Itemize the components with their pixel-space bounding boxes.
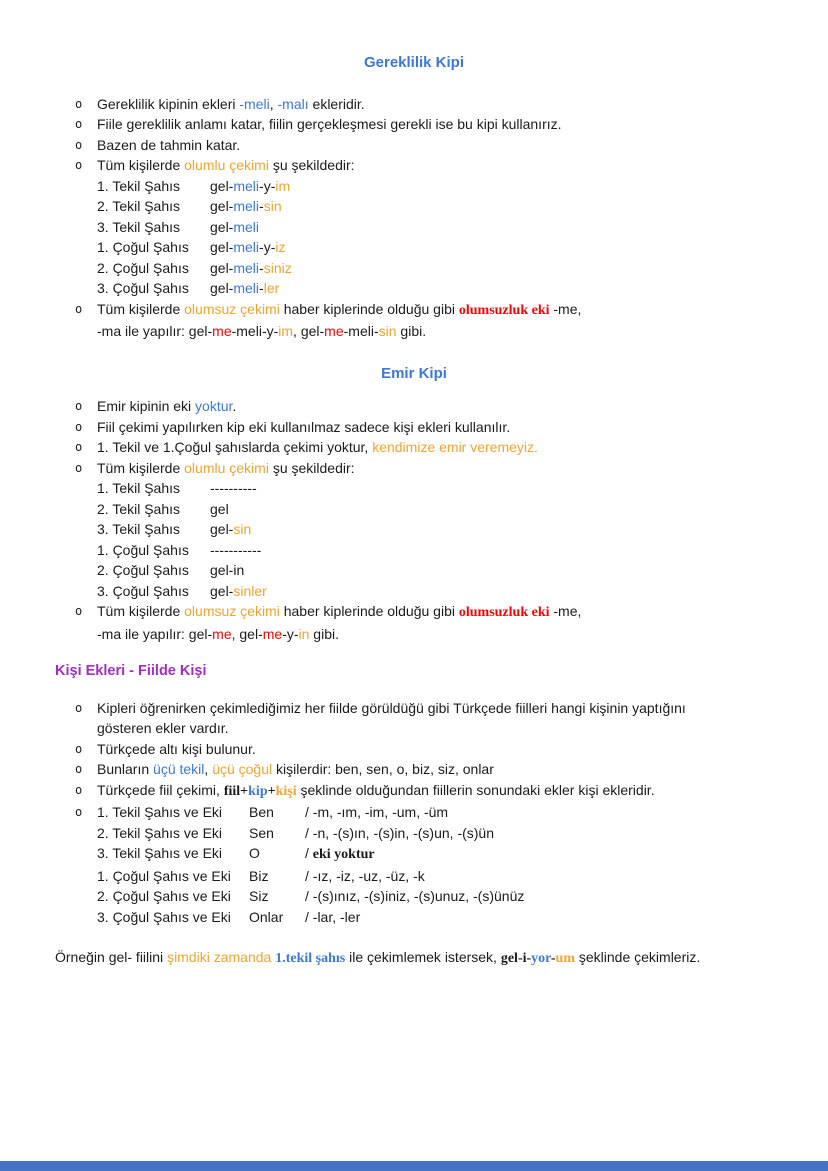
table-row <box>97 907 773 928</box>
bullet-text <box>97 135 773 156</box>
table-row <box>97 560 773 581</box>
bullet-item <box>75 396 773 417</box>
text-segment: um <box>555 951 575 966</box>
text-segment: şimdiki zamanda <box>167 949 276 965</box>
text-segment: me <box>212 323 232 339</box>
text-segment: + <box>267 783 276 799</box>
bullet-text <box>97 114 773 135</box>
text-segment: gel- <box>210 259 234 276</box>
text-segment: ler <box>263 280 280 296</box>
bullet-marker: o <box>75 741 83 756</box>
table-cell <box>210 560 244 581</box>
table-row <box>97 843 773 866</box>
table-row <box>97 478 773 499</box>
text-segment: gel- <box>210 239 234 255</box>
table-cell <box>249 823 305 844</box>
text-segment: im <box>278 323 294 339</box>
bullet-marker: o <box>75 762 83 776</box>
table-cell <box>210 258 292 279</box>
table-cell <box>210 478 257 499</box>
bullet-marker: o <box>75 440 83 454</box>
text-segment: ----------- <box>210 541 262 558</box>
text-segment: / -(s)ınız, -(s)iniz, -(s)unuz, -(s)ünüz <box>305 888 525 904</box>
footer-bar <box>0 1161 828 1171</box>
text-segment: / -lar, -ler <box>305 908 361 925</box>
text-segment: gibi. <box>396 323 427 339</box>
text-segment: siniz <box>263 259 292 276</box>
text-segment: üçü çoğul <box>212 761 273 777</box>
table-cell <box>249 907 305 928</box>
text-segment: 3. Tekil Şahıs <box>97 218 181 235</box>
text-segment: - <box>259 280 264 296</box>
text-segment: Bunların <box>97 761 154 777</box>
bullet-item <box>75 759 773 780</box>
text-segment: - <box>259 259 264 276</box>
text-segment: Tüm kişilerde <box>97 157 185 173</box>
bullet-item <box>75 94 773 115</box>
text-segment: Örneğin gel- fiilini <box>55 949 168 965</box>
table-cell <box>305 823 494 844</box>
text-segment: , <box>269 95 278 112</box>
bullet-text <box>97 698 773 739</box>
text-segment: kip <box>248 783 268 799</box>
text-segment: O <box>249 845 260 861</box>
text-segment: 1. Tekil Şahıs <box>97 177 181 194</box>
table-cell <box>97 258 210 279</box>
bullet-item <box>75 437 773 458</box>
text-segment: Tüm kişilerde <box>97 603 185 619</box>
text-segment: Kişi Ekleri - Fiilde Kişi <box>55 663 207 679</box>
text-segment: iz <box>275 239 286 255</box>
text-segment: , <box>204 761 213 777</box>
text-segment: 3. Tekil Şahıs <box>97 521 181 537</box>
text-segment: meli <box>233 280 260 296</box>
text-segment: Türkçede fiil çekimi, <box>97 781 224 798</box>
table-cell <box>97 843 249 864</box>
text-segment: Sen <box>249 824 274 841</box>
text-segment: Fiile gereklilik anlamı katar, fiilin gerçekleşmesi gerekli ise bu kipi kullanırız. <box>97 116 562 132</box>
bullet-marker: o <box>75 805 83 819</box>
text-segment: olumsuz çekimi <box>184 300 280 317</box>
text-segment: Ben <box>249 804 274 820</box>
text-segment: kendimize emir veremeyiz. <box>372 439 538 455</box>
text-segment: gel <box>210 500 229 517</box>
section-heading <box>55 661 773 682</box>
bullet-item <box>75 698 773 739</box>
text-segment: sin <box>378 323 397 339</box>
text-segment: olumlu çekimi <box>184 459 269 476</box>
bullet-marker: o <box>75 460 83 475</box>
text-segment: gel-in <box>210 562 245 578</box>
text-segment: şeklinde çekimleriz. <box>574 949 701 965</box>
table-cell <box>97 278 210 299</box>
bullet-item <box>75 417 773 438</box>
text-segment: 3. Çoğul Şahıs ve Eki <box>97 908 231 925</box>
text-segment: Fiil çekimi yapılırken kip eki kullanılmaz sadece kişi ekleri kullanılır. <box>97 418 511 435</box>
text-segment: Kipleri öğrenirken çekimlediğimiz her fiilde görüldüğü gibi Türkçede fiilleri hangi kişinin yaptığını <box>97 699 686 716</box>
text-segment: gel- <box>210 582 234 599</box>
table-cell <box>210 176 290 197</box>
text-segment: Emir Kipi <box>381 364 447 382</box>
text-segment: 2. Tekil Şahıs ve Eki <box>97 824 223 841</box>
text-segment: olumsuz çekimi <box>184 603 280 619</box>
table-cell <box>249 886 305 907</box>
text-segment: Gereklilik Kipi <box>363 54 465 71</box>
text-segment: kişi <box>275 783 297 799</box>
text-segment: 1. Tekil ve 1.Çoğul şahıslarda çekimi yoktur, <box>97 439 373 455</box>
bullet-text <box>97 601 773 644</box>
text-segment: Emir kipinin eki <box>97 398 196 414</box>
bullet-text <box>97 396 773 417</box>
text-segment: - <box>259 198 264 214</box>
table-cell <box>97 802 249 823</box>
text-segment: im <box>275 177 291 194</box>
text-segment: , gel- <box>231 625 263 642</box>
text-segment: -me, <box>549 603 582 619</box>
table-row <box>97 823 773 844</box>
text-segment: -y- <box>259 177 276 194</box>
bullet-text <box>97 94 773 115</box>
table-cell <box>97 560 210 581</box>
table-row <box>75 802 773 823</box>
text-segment: Siz <box>249 888 269 904</box>
text-segment: -y- <box>282 625 299 642</box>
table-cell <box>210 499 229 520</box>
text-segment: -meli <box>239 95 270 112</box>
table-row <box>97 237 773 258</box>
text-segment: ekleridir. <box>308 95 365 112</box>
bullet-marker: o <box>75 301 83 316</box>
text-segment: meli <box>233 177 260 194</box>
text-segment: Tüm kişilerde <box>97 459 185 476</box>
bullet-marker: o <box>75 604 83 618</box>
table-row <box>97 258 773 279</box>
table-cell <box>305 907 360 928</box>
text-segment: / -m, -ım, -im, -um, -üm <box>305 804 449 820</box>
table-cell <box>97 176 210 197</box>
text-segment: ile çekimlemek istersek, <box>345 949 501 965</box>
text-segment: gel- <box>210 198 234 214</box>
table-row <box>97 886 773 907</box>
bullet-item <box>75 780 773 803</box>
bullet-marker: o <box>75 158 83 172</box>
bullet-text <box>97 155 773 176</box>
table-cell <box>305 886 524 907</box>
bullet-marker: o <box>75 782 83 797</box>
text-segment: Türkçede altı kişi bulunur. <box>97 740 256 757</box>
bullet-marker: o <box>75 399 83 413</box>
bullet-text <box>97 780 773 803</box>
text-segment: meli <box>233 198 260 214</box>
table-row <box>97 278 773 299</box>
text-segment: -y- <box>259 239 276 255</box>
table-cell <box>210 581 267 602</box>
text-segment: Biz <box>249 867 269 884</box>
bullet-text <box>97 417 773 438</box>
table-cell <box>249 866 305 887</box>
table-cell <box>97 196 210 217</box>
text-segment: gösteren ekler vardır. <box>97 720 229 736</box>
bullet-item <box>75 135 773 156</box>
table-row <box>97 519 773 540</box>
text-segment: meli <box>233 218 260 235</box>
text-segment: , gel- <box>293 323 325 339</box>
text-segment: eki yoktur <box>312 847 375 862</box>
bullet-text <box>97 739 773 760</box>
table-cell <box>97 823 249 844</box>
bullet-item <box>75 739 773 760</box>
text-segment: gel- <box>210 521 234 537</box>
text-segment: + <box>240 783 249 799</box>
bullet-marker: o <box>75 137 83 152</box>
text-segment: -malı <box>277 95 309 112</box>
text-segment: üçü tekil <box>153 761 205 777</box>
text-segment: me <box>212 625 232 642</box>
table-cell <box>97 907 249 928</box>
text-segment: - <box>550 951 556 966</box>
bullet-text <box>97 458 773 479</box>
text-segment: -meli- <box>343 323 379 339</box>
bullet-marker: o <box>75 419 83 434</box>
table-cell <box>97 581 210 602</box>
text-segment: 2. Çoğul Şahıs <box>97 562 189 578</box>
table-cell <box>249 843 305 864</box>
text-segment: / -n, -(s)ın, -(s)in, -(s)un, -(s)ün <box>305 824 495 841</box>
table-cell <box>210 519 251 540</box>
table-cell <box>210 540 261 561</box>
bullet-marker: o <box>75 117 83 131</box>
text-segment: meli <box>233 239 260 255</box>
table-cell <box>97 519 210 540</box>
table-cell <box>97 886 249 907</box>
text-segment: 3. Tekil Şahıs ve Eki <box>97 845 223 861</box>
text-segment: şeklinde olduğundan fiillerin sonundaki ekler kişi ekleridir. <box>296 781 655 798</box>
bullet-item <box>75 458 773 479</box>
text-segment: -meli-y- <box>231 323 279 339</box>
text-segment: in <box>298 625 310 642</box>
text-segment: 2. Çoğul Şahıs <box>97 259 189 276</box>
table-cell <box>305 802 448 823</box>
bullet-item <box>75 601 773 644</box>
text-segment: olumsuzluk eki <box>458 605 550 620</box>
text-segment: 3. Çoğul Şahıs <box>97 280 189 296</box>
text-segment: me <box>324 323 344 339</box>
table-cell <box>249 802 305 823</box>
text-segment: ---------- <box>210 480 257 496</box>
table-cell <box>210 196 282 217</box>
table-cell <box>97 237 210 258</box>
table-cell <box>210 278 279 299</box>
text-segment: yor <box>531 951 551 966</box>
text-segment: haber kiplerinde olduğu gibi <box>279 603 459 619</box>
text-segment: gel- <box>210 177 234 194</box>
text-segment: gibi. <box>309 625 339 642</box>
table-cell <box>97 866 249 887</box>
table-cell <box>97 540 210 561</box>
section-title <box>55 53 773 74</box>
bullet-text <box>97 759 773 780</box>
bullet-text <box>97 437 773 458</box>
table-cell <box>97 478 210 499</box>
text-segment: şu şekildedir: <box>268 459 355 476</box>
text-segment: -me, <box>549 300 582 317</box>
table-row <box>97 866 773 887</box>
text-segment: Tüm kişilerde <box>97 300 185 317</box>
text-segment: meli <box>233 259 260 276</box>
section-title <box>55 364 773 385</box>
paragraph <box>55 947 773 970</box>
text-segment: kişilerdir: ben, sen, o, biz, siz, onlar <box>272 761 494 777</box>
text-segment: gel- <box>210 218 234 235</box>
text-segment: olumsuzluk eki <box>458 302 550 318</box>
bullet-text <box>97 299 773 342</box>
text-segment: gel <box>500 951 518 966</box>
bullet-item <box>75 114 773 135</box>
text-segment: 1. Tekil Şahıs <box>97 480 181 496</box>
bullet-item <box>75 299 773 342</box>
text-segment: yoktur <box>195 398 233 414</box>
text-segment: 1. Çoğul Şahıs ve Eki <box>97 867 231 884</box>
table-cell <box>210 217 259 238</box>
text-segment: sin <box>263 198 282 214</box>
table-cell <box>305 843 375 866</box>
text-segment: sinler <box>233 582 267 599</box>
text-segment: olumlu çekimi <box>184 157 269 173</box>
text-segment: şu şekildedir: <box>268 157 355 173</box>
text-segment: 1. Tekil Şahıs ve Eki <box>97 804 223 820</box>
text-segment: gel- <box>210 280 234 296</box>
text-segment: 3. Çoğul Şahıs <box>97 582 189 599</box>
table-cell <box>97 499 210 520</box>
table-row <box>97 217 773 238</box>
table-cell <box>97 217 210 238</box>
table-row <box>97 499 773 520</box>
table-cell <box>305 866 425 887</box>
text-segment: Onlar <box>249 908 284 925</box>
text-segment: Gereklilik kipinin ekleri <box>97 95 240 112</box>
text-segment: 1. Çoğul Şahıs <box>97 239 189 255</box>
text-segment: -i- <box>517 951 532 966</box>
text-segment: haber kiplerinde olduğu gibi <box>279 300 459 317</box>
text-segment: / -ız, -iz, -uz, -üz, -k <box>305 867 425 884</box>
table-row <box>97 176 773 197</box>
text-segment: 2. Tekil Şahıs <box>97 198 181 214</box>
bullet-item <box>75 155 773 176</box>
table-row <box>97 581 773 602</box>
text-segment: me <box>262 625 283 642</box>
text-segment: . <box>232 398 237 414</box>
text-segment: fiil <box>223 783 241 799</box>
text-segment: 2. Tekil Şahıs <box>97 500 181 517</box>
text-segment: 2. Çoğul Şahıs ve Eki <box>97 888 231 904</box>
bullet-marker: o <box>75 96 83 111</box>
table-cell <box>210 237 285 258</box>
text-segment: sin <box>233 521 252 537</box>
text-segment: -ma ile yapılır: gel- <box>97 323 213 339</box>
text-segment: Bazen de tahmin katar. <box>97 136 241 153</box>
bullet-marker: o <box>75 700 83 715</box>
text-segment: 1.tekil şahıs <box>275 951 346 966</box>
table-row <box>97 196 773 217</box>
text-segment: 1. Çoğul Şahıs <box>97 541 189 558</box>
table-row <box>97 540 773 561</box>
text-segment: / <box>305 845 313 861</box>
text-segment: -ma ile yapılır: gel- <box>97 625 213 642</box>
